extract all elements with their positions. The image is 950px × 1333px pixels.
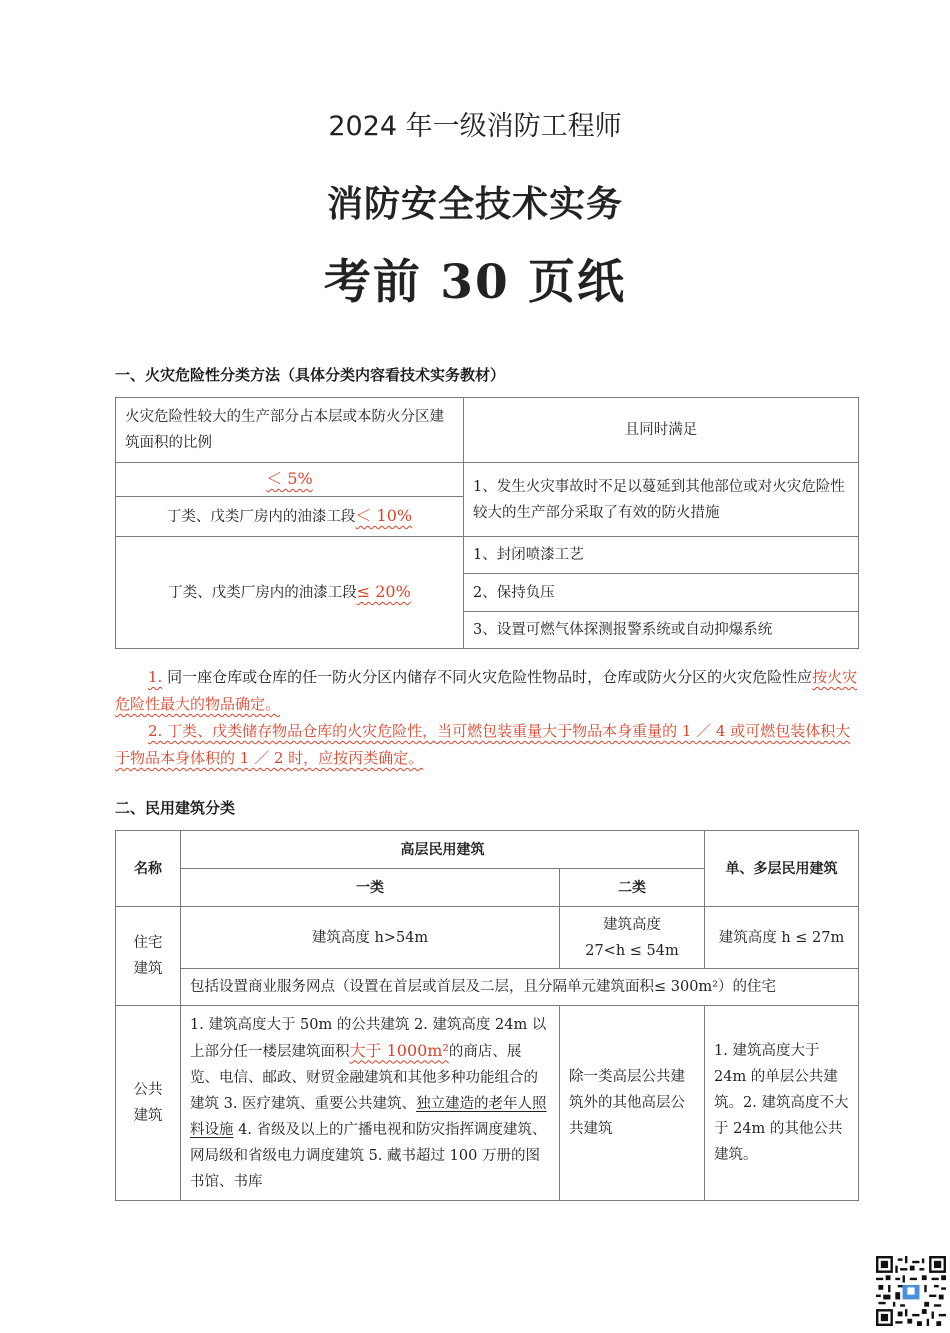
public-low-cell: 1. 建筑高度大于 24m 的单层公共建筑。2. 建筑高度不大于 24m 的其他公共建筑。 [705,1006,859,1201]
residential-class2-cell [560,907,705,969]
table-row [116,831,859,869]
note-2 [115,718,858,772]
area-highlight: 大于 1000m² [349,1040,449,1060]
high-rise-header-cell: 高层民用建筑 [181,831,705,869]
condition-cell: 3、设置可燃气体探测报警系统或自动抑爆系统 [464,612,859,649]
low-rise-header-cell: 单、多层民用建筑 [705,831,859,907]
table-row [116,1006,859,1201]
residential-class2-line2: 27<h ≤ 54m [585,942,679,959]
table-row [116,537,859,574]
ratio-label: 丁类、戊类厂房内的油漆工段 [166,509,356,525]
note-1 [115,664,858,718]
note-text: 同一座仓库或仓库的任一防火分区内储存不同火灾危险性物品时，仓库或防火分区的火灾危险性应 [162,668,813,686]
table-row [116,907,859,969]
residential-low-cell: 建筑高度 h ≤ 27m [705,907,859,969]
residential-note-cell: 包括设置商业服务网点（设置在首层或首层及二层，且分隔单元建筑面积≤ 300m²）的住宅 [181,969,859,1006]
public-name-cell: 公共建筑 [116,1006,181,1201]
document-title: 考前 30 页纸 [323,255,627,310]
ratio-value: ＜ 5% [266,469,313,488]
ratio-value: ＜ 10% [355,506,413,525]
residential-class2-line1: 建筑高度 [603,916,661,933]
note-text: 丁类、戊类储存物品仓库的火灾危险性，当可燃包装重量大于物品本身重量的 1 ／ 4 或可燃包装体积大于物品本身体积的 1 ／ 2 时，应按丙类确定。 [115,722,851,767]
class2-header-cell: 二类 [560,869,705,907]
public-class1-text: 4. 省级及以上的广播电视和防灾指挥调度建筑、网局级和省级电力调度建筑 5. 藏书超过 100 万册的图书馆、书库 [190,1121,547,1190]
ratio-cell [116,497,464,537]
name-header-cell: 名称 [116,831,181,907]
residential-name-cell: 住宅建筑 [116,907,181,1006]
exam-year-title: 2024 年一级消防工程师 [328,111,622,142]
residential-class1-cell: 建筑高度 h>54m [181,907,560,969]
condition-cell: 2、保持负压 [464,574,859,612]
section2-heading: 二、民用建筑分类 [115,799,236,817]
ratio-header-cell: 火灾危险性较大的生产部分占本层或本防火分区建筑面积的比例 [116,398,464,463]
note-number: 2. [148,722,163,740]
condition-cell: 1、发生火灾事故时不足以蔓延到其他部位或对火灾危险性较大的生产部分采取了有效的防火措施 [464,463,859,537]
ratio-cell [116,537,464,649]
section1-heading: 一、火灾危险性分类方法（具体分类内容看技术实务教材） [115,366,506,384]
condition-header-cell: 且同时满足 [464,398,859,463]
public-class1-text: 1. 建筑高度大于 50m 的公共建筑 2. 建筑高度 24m 以上部分任一楼层建筑面积 [190,1016,547,1060]
note-highlight: 按火灾危险性最大的物品确定。 [115,668,858,713]
public-class2-cell: 除一类高层公共建筑外的其他高层公共建筑 [560,1006,705,1201]
public-class1-text: 的商店、展览、电信、邮政、财贸金融建筑和其他多种功能组合的建筑 3. 医疗建筑、重要公共建筑、 [190,1043,538,1112]
note-number: 1. [148,668,163,686]
ratio-label: 丁类、戊类厂房内的油漆工段 [168,585,357,601]
qr-code-icon [876,1256,946,1326]
public-class1-cell [181,1006,560,1201]
subject-title: 消防安全技术实务 [326,184,623,225]
condition-cell: 1、封闭喷漆工艺 [464,537,859,574]
table-row [116,398,859,463]
table-row [116,969,859,1006]
ratio-value: ≤ 20% [356,582,411,601]
ratio-cell [116,463,464,497]
elderly-care-underline: 独立建造的老年人照料设施 [190,1095,547,1138]
table-row [116,463,859,497]
class1-header-cell: 一类 [181,869,560,907]
notes-block [115,664,858,772]
building-classification-table [115,830,859,1201]
fire-hazard-table [115,397,859,649]
